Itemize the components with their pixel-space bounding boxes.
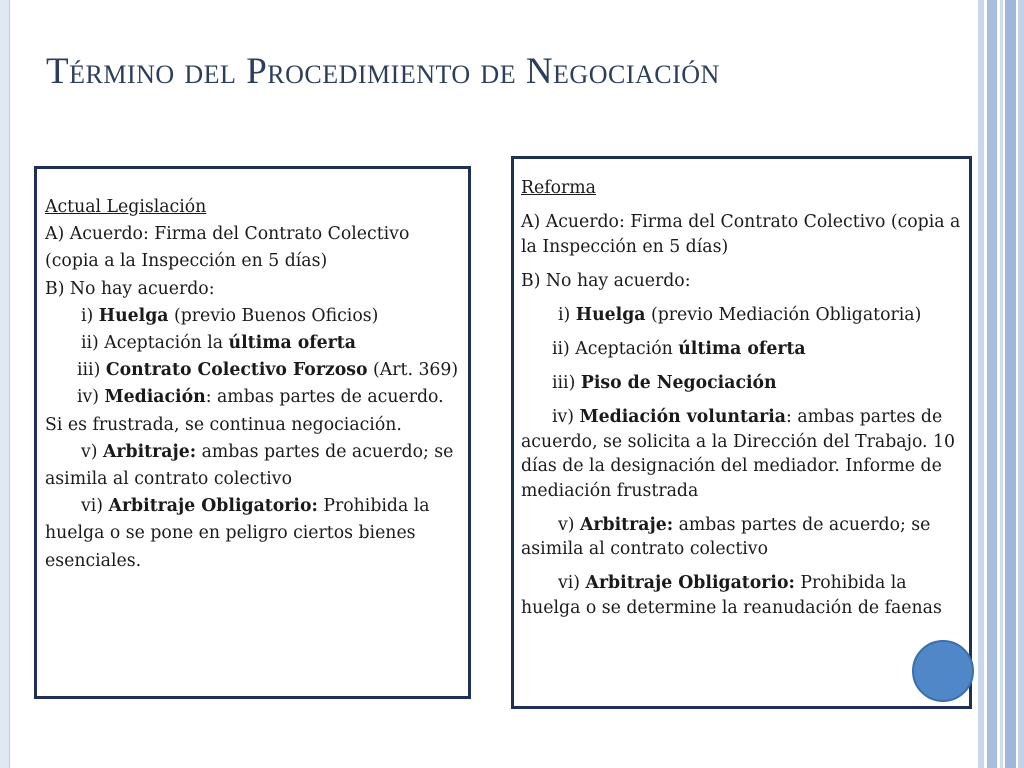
left-item-ii: ii) Aceptación la última oferta xyxy=(81,333,356,354)
right-item-vi: vi) Arbitraje Obligatorio: Prohibida la huelga o se determine la reanudación de faenas xyxy=(521,573,942,618)
left-item-vi: vi) Arbitraje Obligatorio: Prohibida la huelga o se pone en peligro ciertos bienes esenciales. xyxy=(45,496,430,571)
reform-box xyxy=(511,156,972,709)
right-item-a: A) Acuerdo: Firma del Contrato Colectivo (copia a la Inspección en 5 días) xyxy=(521,212,961,257)
right-item-ii: ii) Aceptación última oferta xyxy=(552,338,806,359)
right-item-b: B) No hay acuerdo: xyxy=(521,270,691,291)
right-item-iv: iv) Mediación voluntaria: ambas partes de acuerdo, se solicita a la Dirección del Trabajo. 10 días de la designación del mediador. Informe de mediación frustrada xyxy=(521,407,956,501)
current-legislation-box xyxy=(34,166,471,699)
left-item-iv: iv) Mediación: ambas partes de acuerdo. Si es frustrada, se continua negociación. xyxy=(45,387,444,435)
left-item-i: i) Huelga (previo Buenos Oficios) xyxy=(81,305,379,326)
right-stripe-decoration xyxy=(978,0,1024,768)
left-item-a: A) Acuerdo: Firma del Contrato Colectivo (copia a la Inspección en 5 días) xyxy=(45,224,410,272)
left-heading: Actual Legislación xyxy=(45,197,207,217)
left-item-iii: iii) Contrato Colectivo Forzoso (Art. 369) xyxy=(77,360,459,381)
left-item-b: B) No hay acuerdo: xyxy=(45,278,215,299)
right-heading: Reforma xyxy=(521,178,596,198)
right-item-iii: iii) Piso de Negociación xyxy=(552,372,777,393)
left-edge-decoration xyxy=(0,0,10,768)
slide-title: Término del Procedimiento de Negociación xyxy=(46,51,720,92)
right-item-i: i) Huelga (previo Mediación Obligatoria) xyxy=(558,304,922,325)
left-item-v: v) Arbitraje: ambas partes de acuerdo; se asimila al contrato colectivo xyxy=(45,441,454,490)
right-item-v: v) Arbitraje: ambas partes de acuerdo; se asimila al contrato colectivo xyxy=(521,514,931,560)
decorative-circle xyxy=(912,640,974,702)
